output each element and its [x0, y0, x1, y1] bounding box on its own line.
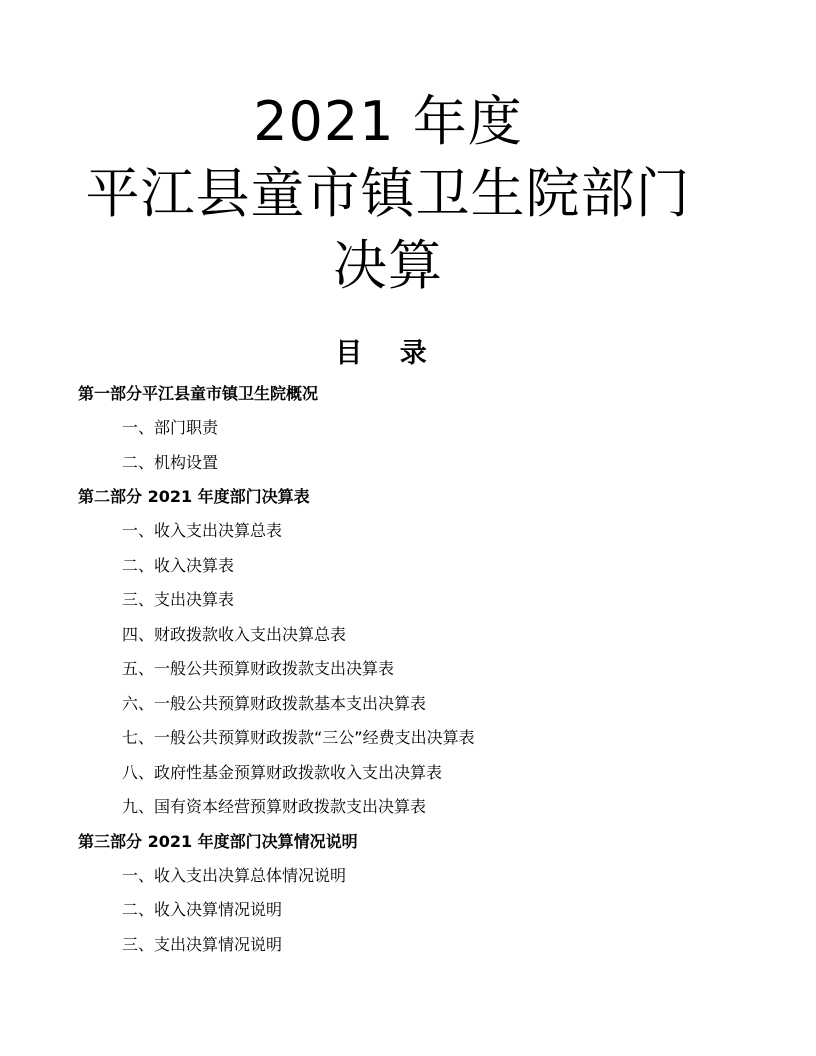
toc-item: 二、收入决算情况说明: [122, 900, 283, 919]
toc-section-title: 第二部分 2021 年度部门决算表: [78, 487, 310, 506]
toc-item: 八、政府性基金预算财政拨款收入支出决算表: [122, 762, 443, 782]
title-organization: 平江县童市镇卫生院部门: [85, 162, 691, 225]
toc-section-2: [78, 480, 778, 825]
toc-heading: 目 录: [335, 338, 441, 369]
toc-section-1: [78, 377, 778, 480]
title-subject: 决算: [333, 234, 443, 297]
toc-item: 四、财政拨款收入支出决算总表: [122, 624, 347, 644]
toc-item: 七、一般公共预算财政拨款“三公”经费支出决算表: [122, 728, 475, 747]
toc-item: 一、部门职责: [122, 418, 219, 437]
toc-item: 一、收入支出决算总体情况说明: [122, 865, 347, 885]
table-of-contents: [78, 377, 778, 962]
toc-item: 九、国有资本经营预算财政拨款支出决算表: [122, 797, 427, 816]
toc-section-title: 第三部分 2021 年度部门决算情况说明: [78, 831, 358, 851]
toc-item: 三、支出决算情况说明: [122, 934, 283, 954]
toc-item: 三、支出决算表: [122, 590, 235, 609]
toc-section-title: 第一部分平江县童市镇卫生院概况: [78, 384, 319, 403]
toc-item: 五、一般公共预算财政拨款支出决算表: [122, 659, 395, 678]
toc-item: 二、收入决算表: [122, 555, 235, 575]
toc-section-3: [78, 825, 778, 963]
title-year: 2021 年度: [253, 90, 523, 153]
toc-item: 二、机构设置: [122, 452, 219, 472]
toc-item: 一、收入支出决算总表: [122, 521, 283, 540]
document-title: [0, 86, 776, 302]
toc-item: 六、一般公共预算财政拨款基本支出决算表: [122, 693, 427, 713]
